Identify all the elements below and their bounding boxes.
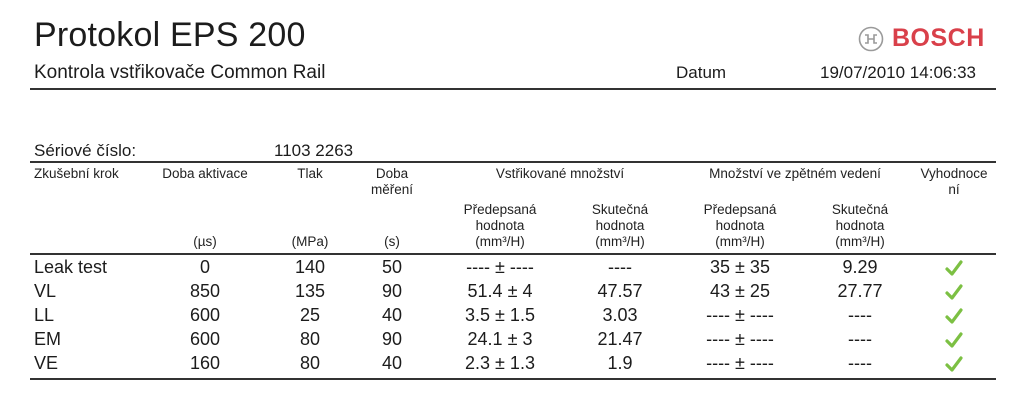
col-header-return: Množství ve zpětném vedení (709, 166, 881, 181)
row-ve-inj-actual: 1.9 (607, 353, 633, 373)
row-ll-step: LL (34, 305, 55, 325)
col-header-evaluation-line1: Vyhodnoce (920, 166, 988, 181)
row-ve-step: VE (34, 353, 59, 373)
row-vl-ret-prescribed: 43 ± 25 (710, 281, 770, 301)
row-ve-duration: 40 (381, 353, 403, 373)
row-ll-ret-prescribed: ---- ± ---- (706, 305, 774, 325)
row-leak-test-ret-prescribed: 35 ± 35 (710, 257, 770, 277)
row-em-inj-actual: 21.47 (597, 329, 643, 349)
date-label: Datum (676, 63, 727, 82)
col-header-evaluation-line2: ní (948, 182, 960, 197)
col-header-duration-line1: Doba (375, 166, 409, 181)
subheader-ret-actual: Skutečná (831, 202, 889, 217)
check-icon (945, 331, 963, 349)
row-ll-inj-prescribed: 3.5 ± 1.5 (465, 305, 535, 325)
row-em-step: EM (34, 329, 61, 349)
row-vl-inj-prescribed: 51.4 ± 4 (467, 281, 533, 301)
row-leak-test-ret-actual: 9.29 (842, 257, 878, 277)
row-leak-test-pressure: 140 (294, 257, 326, 277)
row-ll-inj-actual: 3.03 (602, 305, 638, 325)
row-leak-test-step: Leak test (34, 257, 108, 277)
bosch-logo (858, 24, 985, 53)
header-row-divider (30, 253, 996, 255)
subheader-inj-actual-unit: (mm³/H) (595, 234, 645, 249)
unit-activation: (µs) (193, 234, 217, 249)
row-ve-activation: 160 (189, 353, 221, 373)
row-leak-test-inj-prescribed: ---- ± ---- (466, 257, 534, 277)
table-bottom-divider (30, 378, 996, 380)
check-icon (945, 259, 963, 277)
subheader-ret-prescribed: Předepsaná (703, 202, 777, 217)
subheader-inj-actual: Skutečná (591, 202, 649, 217)
col-header-duration-line2: měření (370, 182, 414, 197)
serial-value: 1103 2263 (274, 141, 354, 160)
col-header-step: Zkušební krok (34, 166, 119, 181)
row-leak-test-inj-actual: ---- (608, 257, 632, 277)
date-value: 19/07/2010 14:06:33 (820, 63, 976, 82)
row-em-inj-prescribed: 24.1 ± 3 (467, 329, 533, 349)
subheader-ret-prescribed-unit: (mm³/H) (715, 234, 765, 249)
unit-duration: (s) (384, 234, 400, 249)
row-ve-ret-prescribed: ---- ± ---- (706, 353, 774, 373)
row-em-pressure: 80 (299, 329, 321, 349)
row-ve-ret-actual: ---- (848, 353, 872, 373)
subheader-ret-prescribed-value: hodnota (715, 218, 765, 233)
subheader-inj-prescribed: Předepsaná (463, 202, 537, 217)
row-ll-duration: 40 (381, 305, 403, 325)
unit-pressure: (MPa) (291, 234, 329, 249)
row-vl-duration: 90 (381, 281, 403, 301)
subtitle: Kontrola vstřikovače Common Rail (34, 62, 326, 83)
col-header-pressure: Tlak (297, 166, 323, 181)
row-ll-activation: 600 (189, 305, 221, 325)
row-vl-inj-actual: 47.57 (597, 281, 643, 301)
row-ll-pressure: 25 (299, 305, 321, 325)
row-vl-ret-actual: 27.77 (837, 281, 883, 301)
subheader-inj-prescribed-value: hodnota (475, 218, 525, 233)
check-icon (945, 307, 963, 325)
page-title: Protokol EPS 200 (34, 16, 306, 54)
row-vl-step: VL (34, 281, 57, 301)
row-ve-pressure: 80 (299, 353, 321, 373)
row-em-activation: 600 (189, 329, 221, 349)
check-icon (945, 355, 963, 373)
row-em-ret-prescribed: ---- ± ---- (706, 329, 774, 349)
check-icon (945, 283, 963, 301)
subheader-inj-prescribed-unit: (mm³/H) (475, 234, 525, 249)
serial-divider (30, 161, 996, 163)
brand-name: BOSCH (892, 24, 985, 52)
bosch-armature-icon (858, 26, 884, 52)
row-ve-inj-prescribed: 2.3 ± 1.3 (465, 353, 535, 373)
row-em-ret-actual: ---- (848, 329, 872, 349)
row-vl-pressure: 135 (294, 281, 326, 301)
header-divider (30, 88, 996, 90)
row-vl-activation: 850 (189, 281, 221, 301)
row-em-duration: 90 (381, 329, 403, 349)
row-ll-ret-actual: ---- (848, 305, 872, 325)
col-header-injected: Vstřikované množství (495, 166, 625, 181)
subheader-ret-actual-unit: (mm³/H) (835, 234, 885, 249)
subheader-ret-actual-value: hodnota (835, 218, 885, 233)
col-header-activation: Doba aktivace (162, 166, 248, 181)
subheader-inj-actual-value: hodnota (595, 218, 645, 233)
serial-label: Sériové číslo: (34, 141, 137, 160)
row-leak-test-activation: 0 (199, 257, 210, 277)
row-leak-test-duration: 50 (381, 257, 403, 277)
